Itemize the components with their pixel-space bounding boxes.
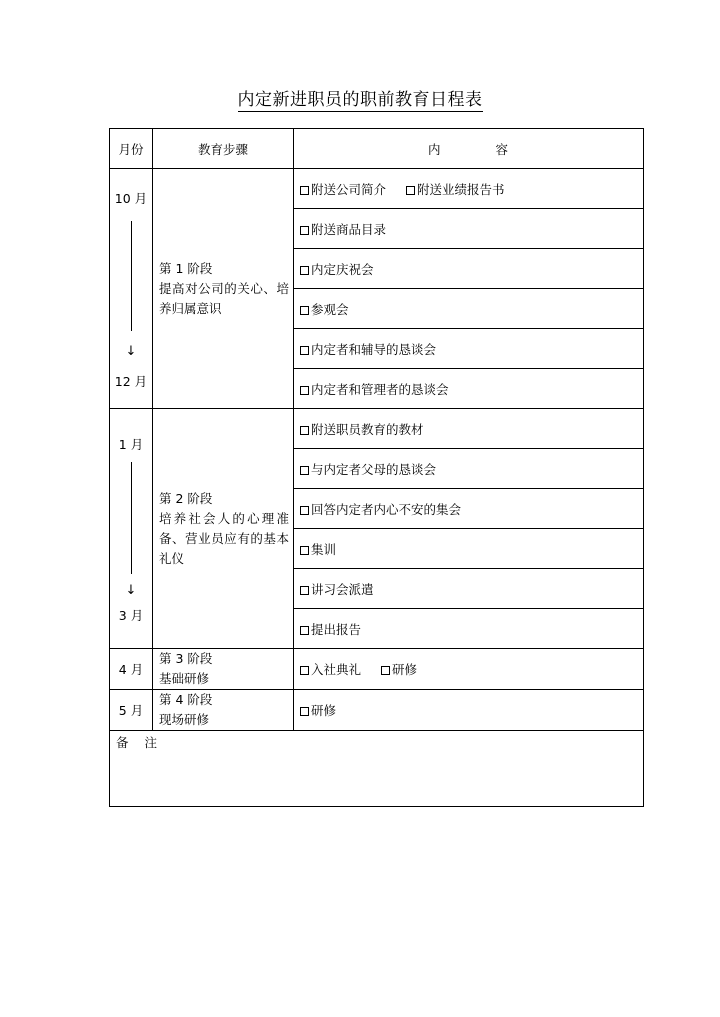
stage1-month-start: 10 月 <box>114 190 148 206</box>
stage4-row <box>110 690 644 731</box>
stage1-month-range <box>110 169 153 409</box>
checkbox-icon[interactable] <box>300 626 309 635</box>
stage2-arrow: ↓ <box>125 582 137 598</box>
stage2-item: 提出报告 <box>294 609 644 649</box>
stage1-item: 内定庆祝会 <box>294 249 644 289</box>
checkbox-icon[interactable] <box>300 546 309 555</box>
checkbox-icon[interactable] <box>300 426 309 435</box>
checkbox-icon[interactable] <box>406 186 415 195</box>
stage1-item: 附送商品目录 <box>294 209 644 249</box>
checkbox-icon[interactable] <box>300 386 309 395</box>
page-title: 内定新进职员的职前教育日程表 <box>237 90 483 110</box>
stage3-step-title: 第 3 阶段 <box>159 651 213 666</box>
stage2-step <box>153 409 294 649</box>
stage4-step <box>153 690 294 731</box>
stage2-item: 附送职员教育的教材 <box>294 409 644 449</box>
header-content: 内 容 <box>294 129 644 169</box>
stage4-items: 研修 <box>294 690 644 731</box>
header-step: 教育步骤 <box>153 129 294 169</box>
stage2-month-start: 1 月 <box>118 436 144 452</box>
checkbox-icon[interactable] <box>381 666 390 675</box>
header-month: 月份 <box>110 129 153 169</box>
stage1-item: 内定者和辅导的恳谈会 <box>294 329 644 369</box>
checkbox-icon[interactable] <box>300 306 309 315</box>
checkbox-icon[interactable] <box>300 666 309 675</box>
stage4-step-desc: 现场研修 <box>159 712 210 727</box>
checkbox-icon[interactable] <box>300 707 309 716</box>
stage1-item: 附送公司简介 附送业绩报告书 <box>294 169 644 209</box>
stage1-row <box>110 169 644 209</box>
note-cell[interactable] <box>110 731 644 807</box>
stage1-step <box>153 169 294 409</box>
header-row <box>110 129 644 169</box>
checkbox-icon[interactable] <box>300 506 309 515</box>
stage2-range-line <box>131 462 132 574</box>
note-label: 备注 <box>116 735 174 750</box>
stage2-month-range <box>110 409 153 649</box>
stage3-step <box>153 649 294 690</box>
schedule-table <box>109 128 644 807</box>
stage3-step-desc: 基础研修 <box>159 671 210 686</box>
stage2-step-desc: 培养社会人的心理准备、营业员应有的基本礼仪 <box>159 510 289 566</box>
stage1-item: 参观会 <box>294 289 644 329</box>
stage1-range-line <box>131 221 132 331</box>
stage1-item: 内定者和管理者的恳谈会 <box>294 369 644 409</box>
stage4-step-title: 第 4 阶段 <box>159 692 213 707</box>
stage1-month-end: 12 月 <box>114 374 148 390</box>
stage2-item: 回答内定者内心不安的集会 <box>294 489 644 529</box>
checkbox-icon[interactable] <box>300 586 309 595</box>
note-row <box>110 731 644 807</box>
stage2-row <box>110 409 644 449</box>
stage1-step-desc: 提高对公司的关心、培养归属意识 <box>159 280 289 316</box>
stage3-row <box>110 649 644 690</box>
stage1-arrow: ↓ <box>125 344 137 360</box>
stage2-item: 与内定者父母的恳谈会 <box>294 449 644 489</box>
checkbox-icon[interactable] <box>300 466 309 475</box>
checkbox-icon[interactable] <box>300 266 309 275</box>
stage2-month-end: 3 月 <box>118 608 144 624</box>
checkbox-icon[interactable] <box>300 226 309 235</box>
stage1-step-title: 第 1 阶段 <box>159 260 213 276</box>
checkbox-icon[interactable] <box>300 186 309 195</box>
stage3-month: 4 月 <box>110 649 153 690</box>
stage2-item: 讲习会派遣 <box>294 569 644 609</box>
stage2-item: 集训 <box>294 529 644 569</box>
stage2-step-title: 第 2 阶段 <box>159 490 213 506</box>
checkbox-icon[interactable] <box>300 346 309 355</box>
stage4-month: 5 月 <box>110 690 153 731</box>
stage3-items: 入社典礼 研修 <box>294 649 644 690</box>
